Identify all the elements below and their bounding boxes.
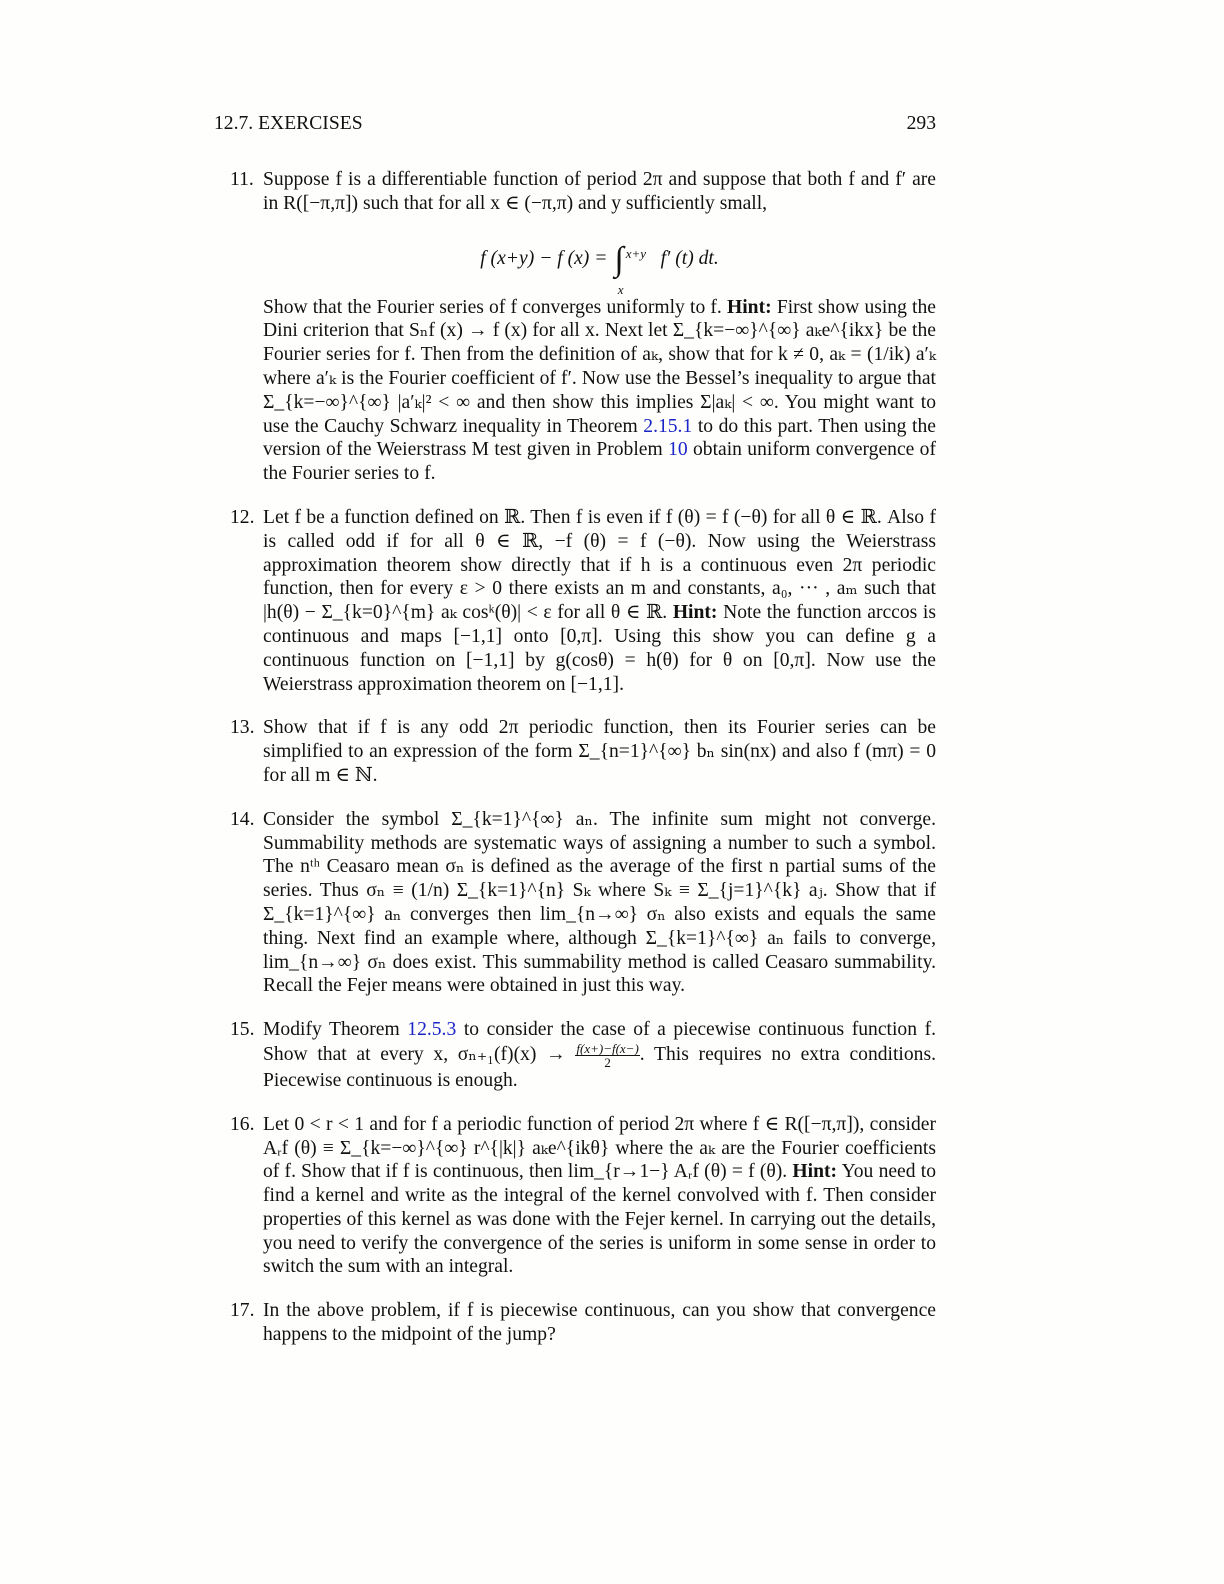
exercise-text: Show that the Fourier series of f converges uniformly to f. Hint: First show using the Dini criterion that Sₙf (x) → f (x) for all x. Next let Σ_{k=−∞}^{∞} aₖe^{ikx} be the Fourier series for f. Then from the definition of aₖ, show that for k ≠ 0, aₖ = (1/ik) a′ₖ where a′ₖ is the Fourier coefficient of f′. Now use the Bessel’s inequality to argue that Σ_{k=−∞}^{∞} |a′ₖ|² < ∞ and then show this implies Σ|aₖ| < ∞. You might want to use the Cauchy Schwarz inequality in Theorem 2.15.1 to do this part. Then using the version of the Weierstrass M test given in Problem 10 obtain uniform convergence of the Fourier series to f. bbox=[263, 296, 937, 485]
exercise-text: Let 0 < r < 1 and for f a periodic function of period 2π where f ∈ R([−π,π]), consider Aᵣf (θ) ≡ Σ_{k=−∞}^{∞} r^{|k|} aₖe^{ikθ} where the aₖ are the Fourier coefficients of f. Show that if f is continuous, then lim_{r→1−} Aᵣf (θ) = f (θ). Hint: You need to find a kernel and write as the integral of the kernel convolved with f. Then consider properties of this kernel as was done with the Fejer kernel. In carrying out the details, you need to verify the convergence of the series is uniform in some sense in order to switch the sum with an integral. bbox=[263, 1113, 937, 1278]
exercise-12 bbox=[230, 506, 936, 696]
section-title: 12.7. EXERCISES bbox=[214, 113, 363, 134]
equation-lhs: f (x+y) − f (x) = bbox=[480, 247, 608, 269]
exercise-17 bbox=[230, 1299, 936, 1347]
exercise-number: 16. bbox=[230, 1113, 255, 1135]
exercise-11 bbox=[230, 168, 936, 486]
hint-label: Hint: bbox=[672, 602, 718, 624]
fraction: $\frac{f(x+)-f(x-)}{2}$ bbox=[576, 1040, 639, 1070]
display-equation bbox=[263, 230, 936, 297]
exercise-16 bbox=[230, 1113, 936, 1280]
exercise-14 bbox=[230, 808, 936, 998]
exercise-number: 13. bbox=[230, 717, 255, 739]
running-header bbox=[214, 112, 936, 136]
theorem-link[interactable]: 2.15.1 bbox=[643, 415, 693, 437]
page-number: 293 bbox=[906, 113, 936, 134]
integral-lower-limit: x bbox=[617, 281, 624, 297]
integral-sign: ∫ bbox=[614, 240, 624, 278]
exercise-number: 12. bbox=[230, 506, 255, 528]
exercise-text: Modify Theorem 12.5.3 to consider the case of a piecewise continuous function f. Show that at every x, σₙ₊₁(f)(x) → $\frac{f(x+)-f(x-)}{2}$ . This requires no extra conditions. Piecewise continuous is enough. bbox=[263, 1019, 937, 1091]
problem-link[interactable]: 10 bbox=[668, 439, 688, 461]
exercise-number: 14. bbox=[230, 808, 255, 830]
exercise-number: 15. bbox=[230, 1019, 255, 1041]
exercise-text: In the above problem, if f is piecewise continuous, can you show that convergence happens to the midpoint of the jump? bbox=[263, 1300, 936, 1346]
exercise-15 bbox=[230, 1018, 936, 1093]
exercise-text: Show that if f is any odd 2π periodic function, then its Fourier series can be simplified to an expression of the form Σ_{n=1}^{∞} bₙ sin(nx) and also f (mπ) = 0 for all m ∈ ℕ. bbox=[263, 717, 936, 786]
exercise-text: Let f be a function defined on ℝ. Then f is even if f (θ) = f (−θ) for all θ ∈ ℝ. Also f is called odd if for all θ ∈ ℝ, −f (θ) = f (−θ). Now using the Weierstrass approximation theorem show directly that if h is a continuous even 2π periodic function, then for every ε > 0 there exists an m and constants, a₀, ··· , aₘ such that |h(θ) − Σ_{k=0}^{m} aₖ cosᵏ(θ)| < ε for all θ ∈ ℝ. Hint: Note the function arccos is continuous and maps [−1,1] onto [0,π]. Using this show you can define g a continuous function on [−1,1] by g(cosθ) = h(θ) for θ on [0,π]. Now use the Weierstrass approximation theorem on [−1,1]. bbox=[263, 506, 936, 695]
exercise-list bbox=[230, 168, 936, 1367]
exercise-text: Suppose f is a differentiable function of period 2π and suppose that both f and f′ are in R([−π,π]) such that for all x ∈ (−π,π) and y sufficiently small, bbox=[263, 169, 936, 214]
theorem-link[interactable]: 12.5.3 bbox=[407, 1019, 457, 1041]
hint-label: Hint: bbox=[792, 1161, 838, 1183]
equation-rhs: f′ (t) dt. bbox=[660, 247, 719, 269]
exercise-text: Consider the symbol Σ_{k=1}^{∞} aₙ. The infinite sum might not converge. Summability methods are systematic ways of assigning a number to such a symbol. The nᵗʰ Ceasaro mean σₙ is defined as the average of the first n partial sums of the series. Thus σₙ ≡ (1/n) Σ_{k=1}^{n} Sₖ where Sₖ ≡ Σ_{j=1}^{k} aⱼ. Show that if Σ_{k=1}^{∞} aₙ converges then lim_{n→∞} σₙ also exists and equals the same thing. Next find an example where, although Σ_{k=1}^{∞} aₙ fails to converge, lim_{n→∞} σₙ does exist. This summability method is called Ceasaro summability. Recall the Fejer means were obtained in just this way. bbox=[263, 808, 936, 997]
exercise-13 bbox=[230, 716, 936, 787]
integral-upper-limit: x+y bbox=[625, 245, 647, 261]
exercise-number: 17. bbox=[230, 1300, 255, 1322]
hint-label: Hint: bbox=[727, 296, 772, 318]
exercise-number: 11. bbox=[230, 169, 254, 190]
